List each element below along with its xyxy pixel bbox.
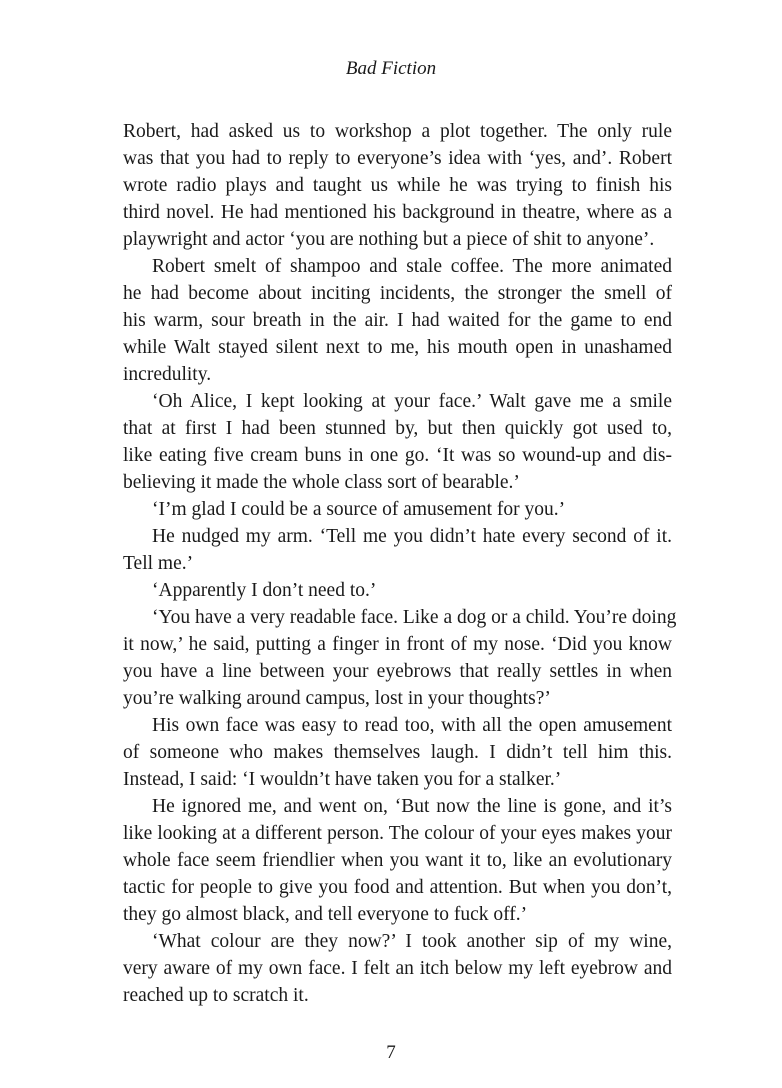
text-line: of someone who makes themselves laugh. I didn’t tell him this. <box>123 742 672 763</box>
text-line: ‘What colour are they now?’ I took another sip of my wine, <box>152 931 672 952</box>
text-line: like eating five cream buns in one go. ‘It was so wound-up and dis- <box>123 445 672 466</box>
running-head: Bad Fiction <box>345 58 437 79</box>
text-line: playwright and actor ‘you are nothing but a piece of shit to anyone’. <box>123 229 655 250</box>
text-line: you have a line between your eyebrows that really settles in when <box>123 661 672 682</box>
text-line: you’re walking around campus, lost in your thoughts?’ <box>123 688 551 709</box>
text-line: his warm, sour breath in the air. I had waited for the game to end <box>123 310 672 331</box>
text-line: whole face seem friendlier when you want it to, like an evolutionary <box>123 850 672 871</box>
text-line: they go almost black, and tell everyone to fuck off.’ <box>123 904 528 925</box>
page-number: 7 <box>386 1042 396 1063</box>
text-line: His own face was easy to read too, with all the open amusement <box>152 715 672 736</box>
text-line: Robert, had asked us to workshop a plot together. The only rule <box>123 121 672 142</box>
text-line: ‘Oh Alice, I kept looking at your face.’ Walt gave me a smile <box>152 391 672 412</box>
text-line: Robert smelt of shampoo and stale coffee. The more animated <box>152 256 672 277</box>
text-line: tactic for people to give you food and attention. But when you don’t, <box>123 877 672 898</box>
text-line: ‘You have a very readable face. Like a dog or a child. You’re doing <box>152 607 677 628</box>
text-line: was that you had to reply to everyone’s idea with ‘yes, and’. Robert <box>123 148 672 169</box>
text-line: it now,’ he said, putting a finger in front of my nose. ‘Did you know <box>123 634 672 655</box>
text-line: Tell me.’ <box>123 553 194 574</box>
text-line: He nudged my arm. ‘Tell me you didn’t hate every second of it. <box>152 526 672 547</box>
text-line: ‘I’m glad I could be a source of amusement for you.’ <box>152 499 566 520</box>
text-line: very aware of my own face. I felt an itch below my left eyebrow and <box>123 958 672 979</box>
text-line: like looking at a different person. The colour of your eyes makes your <box>123 823 672 844</box>
text-line: believing it made the whole class sort of bearable.’ <box>123 472 520 493</box>
text-line: wrote radio plays and taught us while he was trying to finish his <box>123 175 672 196</box>
text-line: third novel. He had mentioned his background in theatre, where as a <box>123 202 672 223</box>
text-line: incredulity. <box>123 364 212 385</box>
text-line: while Walt stayed silent next to me, his mouth open in unashamed <box>123 337 672 358</box>
text-line: ‘Apparently I don’t need to.’ <box>152 580 377 601</box>
text-line: Instead, I said: ‘I wouldn’t have taken you for a stalker.’ <box>123 769 562 790</box>
text-line: He ignored me, and went on, ‘But now the line is gone, and it’s <box>152 796 672 817</box>
text-line: reached up to scratch it. <box>123 985 309 1006</box>
text-line: that at first I had been stunned by, but then quickly got used to, <box>123 418 672 439</box>
text-line: he had become about inciting incidents, the stronger the smell of <box>123 283 672 304</box>
body-text <box>123 118 677 1009</box>
